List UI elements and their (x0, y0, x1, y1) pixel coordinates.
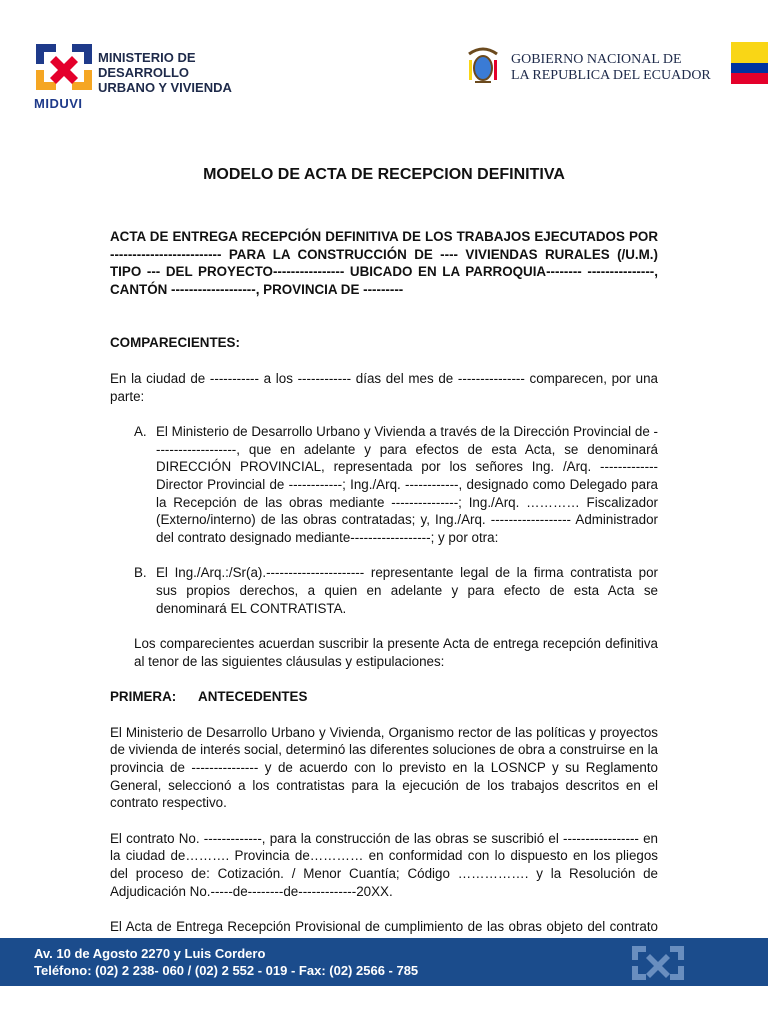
footer-bar (0, 938, 768, 986)
parties-list (134, 423, 658, 670)
agreement-paragraph: Los comparecientes acuerdan suscribir la presente Acta de entrega recepción definitiva al tenor de las siguientes cláusulas y estipulaciones: (134, 636, 658, 669)
ministry-name (98, 50, 232, 95)
primera-heading: PRIMERA: ANTECEDENTES (110, 689, 308, 705)
list-item (134, 423, 658, 546)
document-body (110, 228, 658, 953)
paragraph: El Acta de Entrega Recepción Provisional de cumplimiento de las obras objeto del contrato (110, 919, 658, 935)
party-b-text: El Ing./Arq.:/Sr(a).---------------------- representante legal de la firma contratista por sus propios derechos, a quien en adelante y para efecto de esta Acta se denominará EL CONTRATISTA. (156, 565, 658, 616)
intro-paragraph: En la ciudad de ----------- a los ------------ días del mes de --------------- comparecen, por una parte: (110, 370, 658, 404)
miduvi-watermark-icon (628, 942, 688, 984)
document-subtitle: ACTA DE ENTREGA RECEPCIÓN DEFINITIVA DE LOS TRABAJOS EJECUTADOS POR ------------------------- PARA LA CONSTRUCCIÓN DE ---- VIVIENDAS RURALES (/U.M.) TIPO --- DEL PROYECTO---------------- UBICADO EN LA PARROQUIA-------- ---------------, CANTÓN -------------------, PROVINCIA DE --------- (110, 229, 658, 297)
government-name-line: GOBIERNO NACIONAL DE (511, 52, 682, 67)
paragraph: El contrato No. -------------, para la construcción de las obras se suscribió el ----------------- en la ciudad de………. Provincia de………… en conformidad con lo dispuesto en los pliegos del proceso de: Cotización. / Menor Cuantía; Código ……………. y la Resolución de Adjudicación No.-----de--------de-------------20XX. (110, 830, 658, 899)
ministry-name-line: DESARROLLO (98, 65, 189, 80)
miduvi-logo-mark (32, 40, 96, 94)
list-marker: A. (134, 424, 147, 440)
list-item (134, 564, 658, 617)
footer-phones: Teléfono: (02) 2 238- 060 / (02) 2 552 - 019 - Fax: (02) 2566 - 785 (34, 963, 419, 978)
letterhead (0, 0, 768, 130)
party-a-text: El Ministerio de Desarrollo Urbano y Vivienda a través de la Dirección Provincial de -------------------, que en adelante y para efectos de esta Acta, se denominará DIRECCIÓN PROVINCIAL, representada por los señores Ing. /Arq. ------------- Director Provincial de ------------; Ing./Arq. ------------, designado como Delegado para la Recepción de las obras mediante ---------------; Ing./Arq. ………… Fiscalizador (Externo/interno) de las obras contratadas; y, Ing./Arq. ------------------ Administrador del contrato designado mediante------------------; y por otra: (156, 424, 658, 545)
government-name-line: LA REPUBLICA DEL ECUADOR (511, 68, 711, 83)
ministry-name-line: URBANO Y VIVIENDA (98, 80, 232, 95)
government-name (511, 52, 711, 84)
ecuador-flag-icon (731, 42, 768, 84)
list-marker: B. (134, 565, 147, 581)
paragraph: El Ministerio de Desarrollo Urbano y Vivienda, Organismo rector de las políticas y proyectos de vivienda de interés social, determinó las diferentes soluciones de obra a construirse en la provincia de --------------- y de acuerdo con lo previsto en la LOSNCP y su Reglamento General, seleccionó a los contratistas para la ejecución de los trabajos descritos en el contrato respectivo. (110, 724, 658, 811)
document-title: MODELO DE ACTA DE RECEPCION DEFINITIVA (203, 166, 565, 183)
footer-address: Av. 10 de Agosto 2270 y Luis Cordero (34, 946, 266, 961)
ministry-acronym: MIDUVI (34, 96, 83, 111)
ministry-name-line: MINISTERIO DE (98, 50, 196, 65)
comparecientes-heading: COMPARECIENTES: (110, 335, 240, 351)
ecuador-coat-of-arms-icon (465, 46, 501, 86)
